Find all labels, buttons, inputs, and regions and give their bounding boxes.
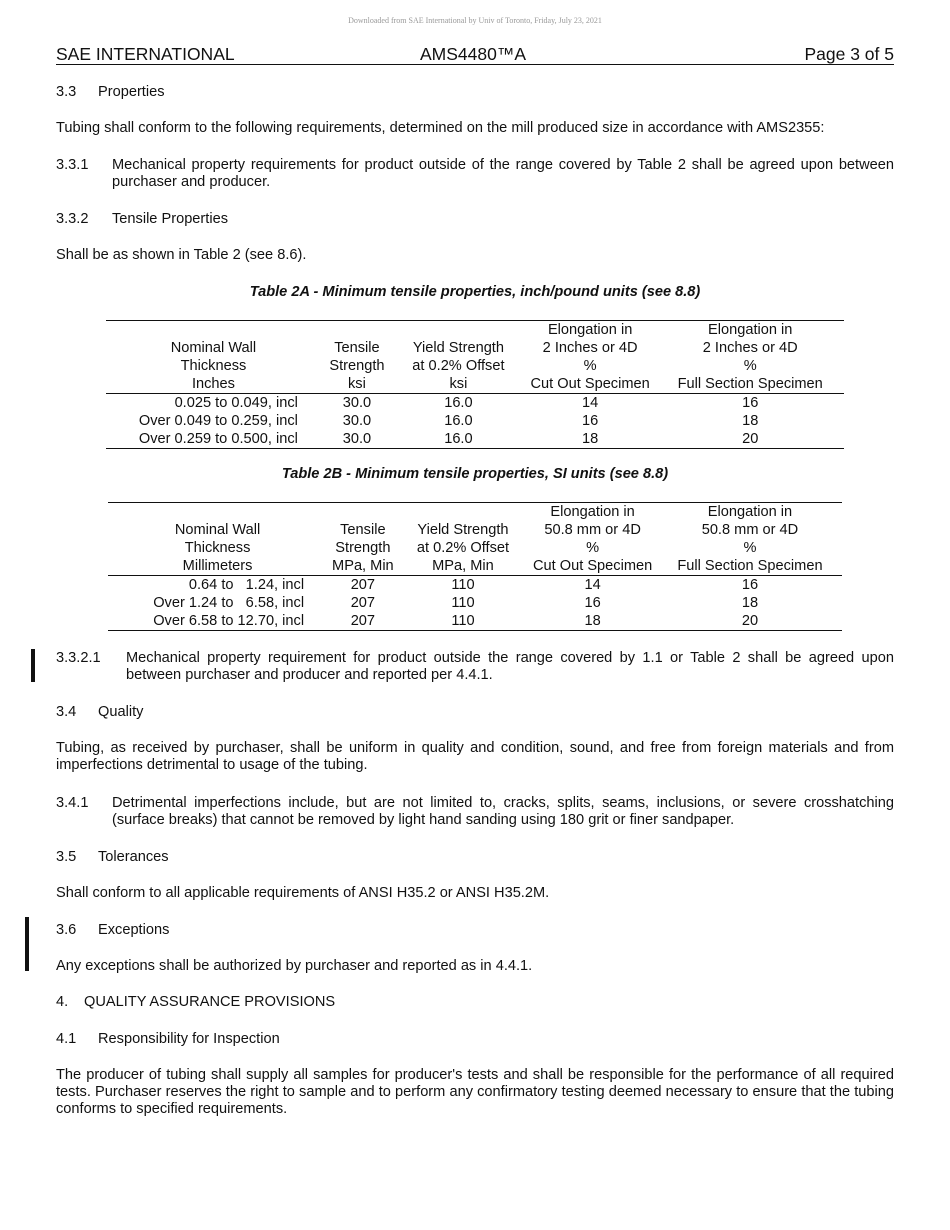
revision-change-bar bbox=[25, 917, 29, 971]
table-row bbox=[108, 576, 842, 595]
header-cell: Strength bbox=[329, 358, 385, 374]
table-2a-caption: Table 2A - Minimum tensile properties, inch/pound units (see 8.8) bbox=[249, 284, 701, 300]
heading-number: 4. bbox=[56, 994, 69, 1010]
section-text: Detrimental imperfections include, but are not limited to, cracks, splits, seams, inclusions, or severe crosshatching (surface breaks) that cannot be removed by light hand sanding using 180 grit or finer sandpaper. bbox=[112, 795, 894, 828]
header-cell: Tensile bbox=[334, 340, 380, 356]
header-cell: Elongation in bbox=[527, 503, 658, 522]
table-cell: 207 bbox=[350, 595, 376, 611]
header-cell: Full Section Specimen bbox=[656, 375, 844, 394]
heading-3-5 bbox=[56, 849, 894, 866]
download-notice: Downloaded from SAE International by Univ of Toronto, Friday, July 23, 2021 bbox=[348, 16, 602, 25]
header-cell bbox=[327, 503, 399, 522]
table-2b bbox=[108, 502, 842, 631]
heading-number: 3.3.2 bbox=[56, 211, 89, 227]
table-cell: 207 bbox=[350, 577, 376, 593]
header-cell bbox=[393, 321, 524, 340]
table-cell: 18 bbox=[741, 595, 759, 611]
header-cell: Yield Strength bbox=[417, 522, 509, 538]
header-cell: Nominal Wall bbox=[174, 522, 261, 538]
header-cell bbox=[321, 321, 393, 340]
header-cell: % bbox=[586, 540, 600, 556]
header-cell: 50.8 mm or 4D bbox=[544, 522, 641, 538]
table-cell: Over 6.58 to 12.70, incl bbox=[108, 612, 327, 631]
header-cell: at 0.2% Offset bbox=[416, 540, 510, 556]
header-cell bbox=[106, 321, 321, 340]
section-text: Mechanical property requirements for product outside of the range covered by Table 2 shall be agreed upon between purchaser and producer. bbox=[112, 157, 894, 190]
table-cell: 16.0 bbox=[444, 395, 473, 411]
header-doc-id: AMS4480™A bbox=[420, 44, 527, 64]
header-page-number: Page 3 of 5 bbox=[804, 44, 894, 64]
header-cell: MPa, Min bbox=[399, 557, 528, 576]
page-header bbox=[56, 44, 894, 65]
section-text: Mechanical property requirement for product outside the range covered by 1.1 or Table 2 shall be agreed upon between purchaser and producer and reported per 4.4.1. bbox=[126, 650, 894, 683]
table-cell: 14 bbox=[584, 577, 601, 593]
header-cell: Thickness bbox=[180, 358, 247, 374]
table-cell: Over 0.049 to 0.259, incl bbox=[138, 413, 298, 429]
table-row bbox=[106, 394, 844, 413]
heading-title: QUALITY ASSURANCE PROVISIONS bbox=[84, 994, 336, 1010]
header-cell: at 0.2% Offset bbox=[412, 358, 505, 374]
para-3-3-2: Shall be as shown in Table 2 (see 8.6). bbox=[56, 247, 307, 263]
para-3-6: Any exceptions shall be authorized by purchaser and reported as in 4.4.1. bbox=[56, 958, 533, 974]
heading-number: 3.4 bbox=[56, 704, 77, 720]
header-cell: Yield Strength bbox=[412, 340, 504, 356]
header-cell: Full Section Specimen bbox=[658, 557, 842, 576]
table-cell: Over 0.259 to 0.500, incl bbox=[106, 430, 321, 449]
heading-3-4 bbox=[56, 704, 894, 721]
section-3-3-1 bbox=[56, 157, 894, 191]
header-cell: Cut Out Specimen bbox=[524, 375, 657, 394]
table-cell: 30.0 bbox=[342, 413, 372, 429]
heading-title: Responsibility for Inspection bbox=[98, 1031, 280, 1047]
heading-3-3 bbox=[56, 84, 894, 101]
para-3-5: Shall conform to all applicable requirements of ANSI H35.2 or ANSI H35.2M. bbox=[56, 885, 550, 901]
table-cell: 18 bbox=[742, 413, 759, 429]
header-cell: % bbox=[743, 540, 757, 556]
section-number: 3.4.1 bbox=[56, 795, 89, 811]
table-2b-caption: Table 2B - Minimum tensile properties, SI units (see 8.8) bbox=[281, 466, 669, 482]
heading-number: 3.5 bbox=[56, 849, 77, 865]
header-cell: ksi bbox=[321, 375, 393, 394]
table-cell: 16 bbox=[584, 595, 601, 611]
table-row bbox=[106, 430, 844, 449]
heading-4-1 bbox=[56, 1031, 894, 1048]
heading-title: Tensile Properties bbox=[112, 211, 228, 227]
table-cell: 110 bbox=[451, 577, 475, 593]
table-cell: 0.025 to 0.049, incl bbox=[174, 395, 298, 411]
header-org: SAE INTERNATIONAL bbox=[56, 44, 235, 64]
table-2a bbox=[106, 320, 844, 449]
table-cell: 16.0 bbox=[444, 413, 473, 429]
header-cell bbox=[108, 503, 327, 522]
table-cell: 30.0 bbox=[342, 395, 372, 411]
header-cell bbox=[399, 503, 528, 522]
header-cell: Inches bbox=[106, 375, 321, 394]
table-cell: 18 bbox=[527, 612, 658, 631]
table-cell: 14 bbox=[582, 395, 599, 411]
table-cell: 20 bbox=[656, 430, 844, 449]
header-cell: % bbox=[583, 358, 597, 374]
section-number: 3.3.2.1 bbox=[56, 650, 101, 666]
header-cell: Cut Out Specimen bbox=[527, 557, 658, 576]
header-cell: Thickness bbox=[184, 540, 251, 556]
heading-title: Tolerances bbox=[98, 849, 169, 865]
table-cell: 16.0 bbox=[393, 430, 524, 449]
table-cell: 110 bbox=[399, 612, 528, 631]
para-4-1: The producer of tubing shall supply all samples for producer's tests and shall be responsible for the performance of all required tests. Purchaser reserves the right to sample and to perform any confirmatory testing deemed necessary to ensure that the tubing conforms to specified requirements. bbox=[56, 1067, 894, 1117]
table-cell: 30.0 bbox=[321, 430, 393, 449]
header-cell: Elongation in bbox=[656, 321, 844, 340]
table-row bbox=[108, 612, 842, 631]
heading-3-6 bbox=[56, 922, 894, 939]
table-cell: 0.64 to 1.24, incl bbox=[188, 577, 305, 593]
header-cell: Strength bbox=[335, 540, 391, 556]
header-cell: Tensile bbox=[340, 522, 386, 538]
para-3-4: Tubing, as received by purchaser, shall be uniform in quality and condition, sound, and free from foreign materials and from imperfections detrimental to usage of the tubing. bbox=[56, 740, 894, 773]
section-3-3-2-1 bbox=[56, 650, 894, 684]
header-cell: Elongation in bbox=[524, 321, 657, 340]
header-cell: ksi bbox=[393, 375, 524, 394]
revision-change-bar bbox=[31, 649, 35, 682]
table-cell: 20 bbox=[658, 612, 842, 631]
table-cell: 16 bbox=[741, 577, 759, 593]
heading-number: 4.1 bbox=[56, 1031, 77, 1047]
header-cell: 50.8 mm or 4D bbox=[701, 522, 799, 538]
header-cell: 2 Inches or 4D bbox=[542, 340, 638, 356]
heading-3-3-2 bbox=[56, 211, 894, 228]
header-cell: Nominal Wall bbox=[170, 340, 257, 356]
heading-4 bbox=[56, 994, 894, 1011]
header-cell: Millimeters bbox=[108, 557, 327, 576]
header-cell: Elongation in bbox=[658, 503, 842, 522]
table-cell: 18 bbox=[524, 430, 657, 449]
section-3-4-1 bbox=[56, 795, 894, 829]
heading-number: 3.3 bbox=[56, 84, 77, 100]
header-cell: % bbox=[743, 358, 757, 374]
heading-title: Exceptions bbox=[98, 922, 170, 938]
table-cell: 16 bbox=[742, 395, 759, 411]
header-cell: MPa, Min bbox=[327, 557, 399, 576]
section-number: 3.3.1 bbox=[56, 157, 89, 173]
heading-title: Properties bbox=[98, 84, 165, 100]
table-cell: 207 bbox=[327, 612, 399, 631]
heading-number: 3.6 bbox=[56, 922, 77, 938]
table-cell: Over 1.24 to 6.58, incl bbox=[153, 595, 305, 611]
table-cell: 16 bbox=[582, 413, 599, 429]
header-cell: 2 Inches or 4D bbox=[702, 340, 798, 356]
table-row bbox=[106, 412, 844, 430]
heading-title: Quality bbox=[98, 704, 144, 720]
table-cell: 110 bbox=[451, 595, 475, 611]
para-3-3: Tubing shall conform to the following requirements, determined on the mill produced size in accordance with AMS2355: bbox=[56, 120, 825, 136]
table-row bbox=[108, 594, 842, 612]
